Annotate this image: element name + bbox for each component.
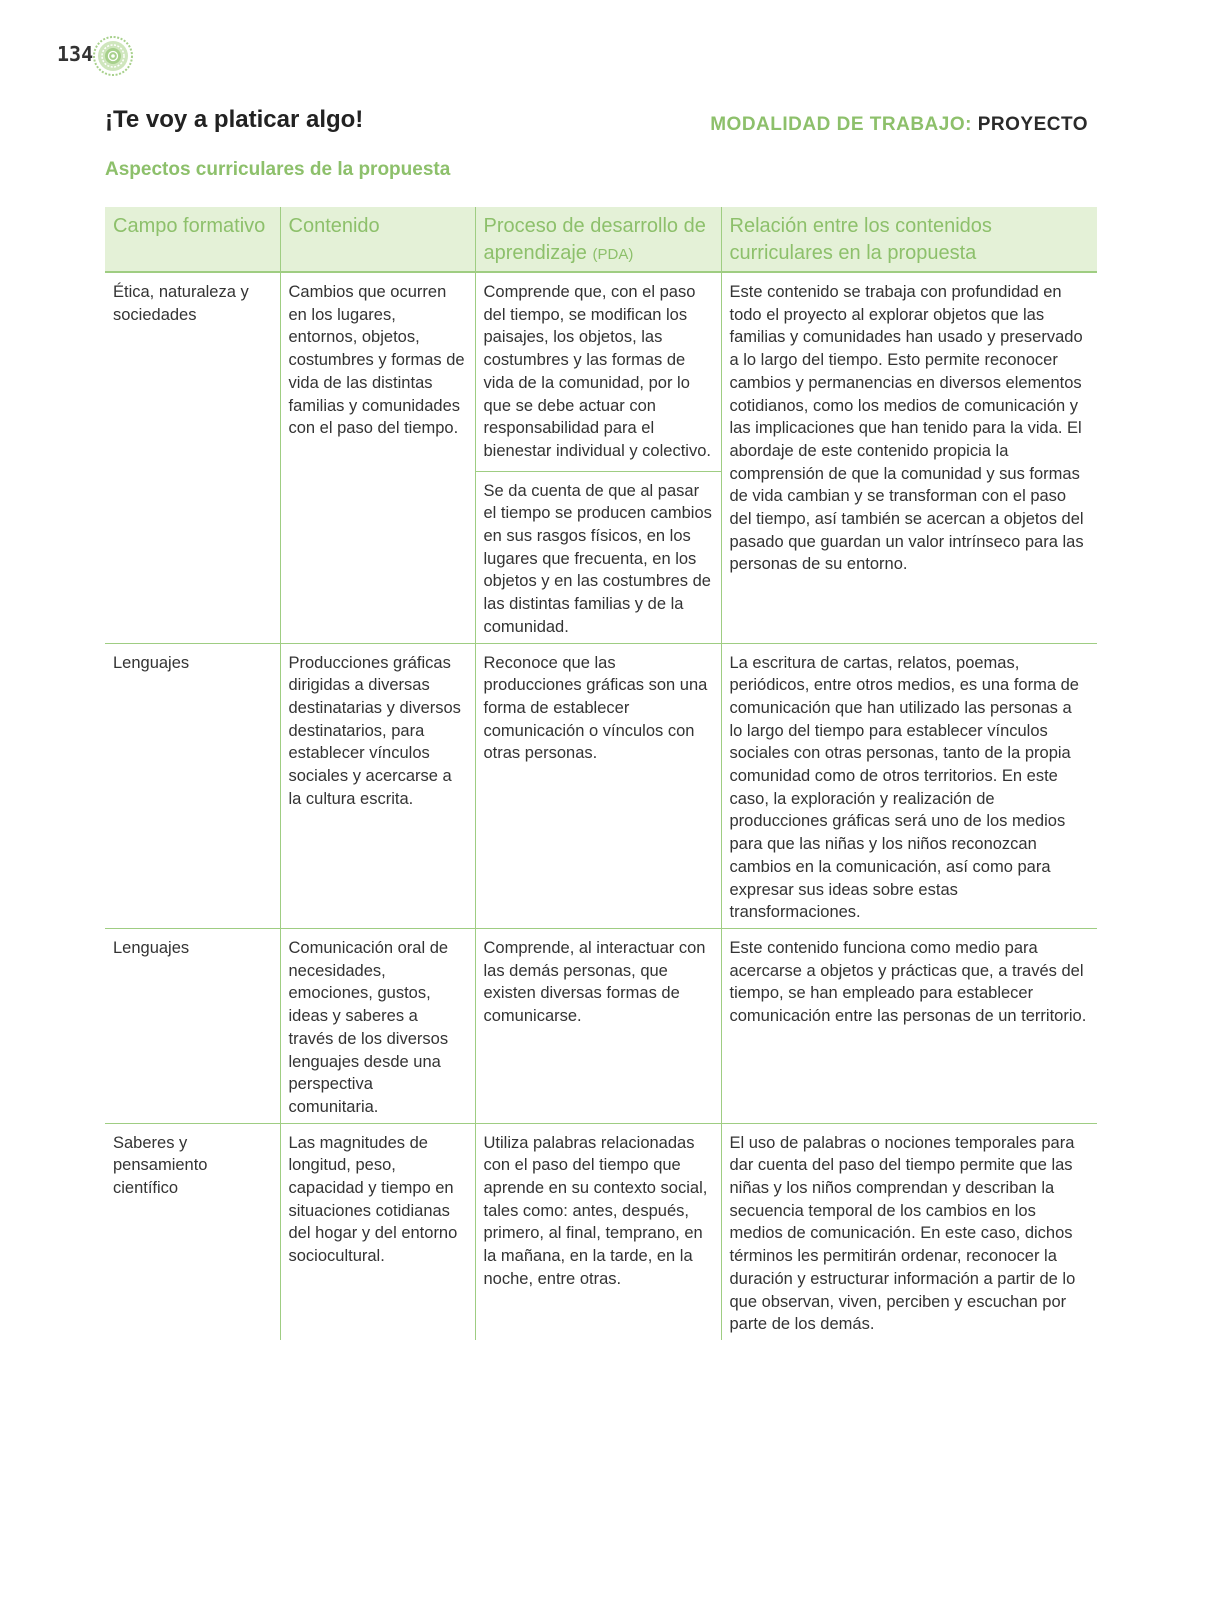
- field-cell: Lenguajes: [105, 643, 280, 928]
- page-number: 134: [57, 42, 94, 66]
- curriculum-table: [105, 207, 1097, 1340]
- pda-cell: Utiliza palabras relacionadas con el paso del tiempo que aprende en su contexto social, tales como: antes, después, primero, al final, temprano, en la mañana, en la tarde, en la noche, entre otras.: [475, 1123, 721, 1340]
- table-row: [105, 272, 1097, 471]
- table-row: [105, 643, 1097, 928]
- pda-cell: Reconoce que las producciones gráficas son una forma de establecer comunicación o vínculos con otras personas.: [475, 643, 721, 928]
- section-subtitle: Aspectos curriculares de la propuesta: [105, 159, 451, 180]
- table-header-row: [105, 207, 1097, 272]
- field-cell: Saberes y pensamiento científico: [113, 1133, 208, 1198]
- relation-cell: La escritura de cartas, relatos, poemas, periódicos, entre otros medios, es una forma de comunicación que han utilizado las personas a lo largo del tiempo para establecer vínculos sociales con otras personas, tanto de la propia comunidad como de otros territorios. En este caso, la exploración y realización de producciones gráficas será uno de los medios para que las niñas y los niños reconozcan cambios en la comunicación, así como para expresar sus ideas sobre estas transformaciones.: [721, 643, 1097, 928]
- content-cell: Cambios que ocurren en los lugares, entornos, objetos, costumbres y formas de vida de las distintas familias y comunidades con el paso del tiempo.: [280, 272, 475, 643]
- header-pda: [475, 207, 721, 272]
- header-contenido: Contenido: [280, 207, 475, 272]
- page-title: ¡Te voy a platicar algo!: [105, 106, 364, 133]
- pda-cell: Se da cuenta de que al pasar el tiempo se producen cambios en sus rasgos físicos, en los lugares que frecuenta, en los objetos y en las costumbres de las distintas familias y de la comunidad.: [475, 471, 721, 643]
- table-row: [105, 1123, 1097, 1340]
- modality-value: PROYECTO: [977, 114, 1088, 135]
- content-cell: Comunicación oral de necesidades, emociones, gustos, ideas y saberes a través de los diversos lenguajes desde una perspectiva comunitaria.: [280, 928, 475, 1123]
- relation-cell: El uso de palabras o nociones temporales para dar cuenta del paso del tiempo permite que las niñas y los niños comprendan y describan la secuencia temporal de los cambios en los medios de comunicación. En este caso, dichos términos les permitirán ordenar, reconocer la duración y estructurar información a partir de lo que observan, viven, perciben y escuchan por parte de los demás.: [721, 1123, 1097, 1340]
- table-row: [105, 928, 1097, 1123]
- work-modality: [700, 114, 1088, 136]
- header-relacion: Relación entre los contenidos curriculares en la propuesta: [721, 207, 1097, 272]
- content-cell: Producciones gráficas dirigidas a diversas destinatarias y diversos destinatarios, para establecer vínculos sociales y acercarse a la cultura escrita.: [280, 643, 475, 928]
- header-pda-abbr: (PDA): [592, 246, 634, 263]
- modality-label: MODALIDAD DE TRABAJO:: [710, 114, 972, 135]
- header-campo-formativo: Campo formativo: [105, 207, 280, 272]
- content-cell: Las magnitudes de longitud, peso, capacidad y tiempo en situaciones cotidianas del hogar y del entorno sociocultural.: [280, 1123, 475, 1340]
- field-cell: Lenguajes: [105, 928, 280, 1123]
- pda-cell: Comprende que, con el paso del tiempo, se modifican los paisajes, los objetos, las costumbres y las formas de vida de la comunidad, por lo que se debe actuar con responsabilidad para el bienestar individual y colectivo.: [475, 272, 721, 471]
- spiral-logo-icon: [92, 35, 134, 77]
- pda-cell: Comprende, al interactuar con las demás personas, que existen diversas formas de comunicarse.: [475, 928, 721, 1123]
- field-cell: Ética, naturaleza y sociedades: [105, 272, 280, 643]
- relation-cell: Este contenido se trabaja con profundidad en todo el proyecto al explorar objetos que las familias y comunidades han usado y preservado a lo largo del tiempo. Esto permite reconocer cambios y permanencias en diversos elementos cotidianos, como los medios de comunicación y las implicaciones que han tenido para la vida. El abordaje de este contenido propicia la comprensión de que la comunidad y sus formas de vida cambian y se transforman con el paso del tiempo, así también se acercan a objetos del pasado que guardan un valor intrínseco para las personas de su entorno.: [721, 272, 1097, 643]
- relation-cell: Este contenido funciona como medio para acercarse a objetos y prácticas que, a través del tiempo, se han empleado para establecer comunicación entre las personas de un territorio.: [721, 928, 1097, 1123]
- header-pda-text: Proceso de desarrollo de aprendizaje: [483, 215, 706, 264]
